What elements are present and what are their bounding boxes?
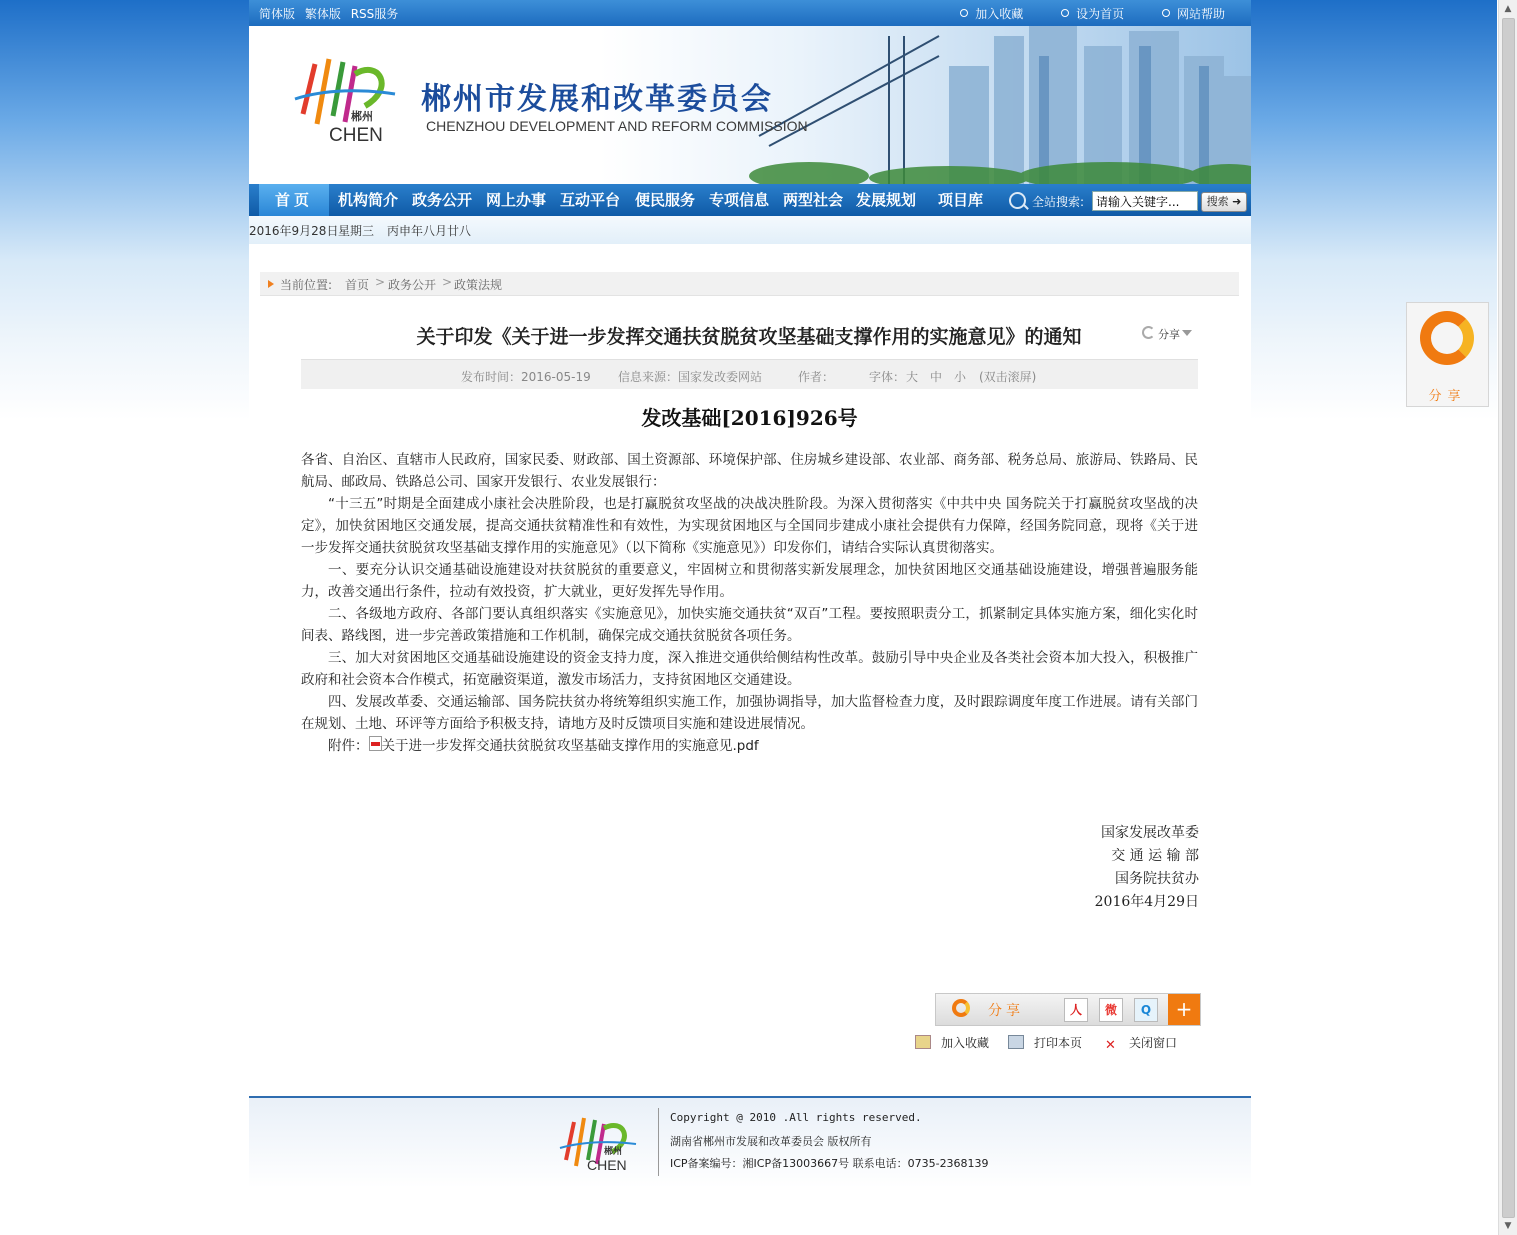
footer-vertical-divider (658, 1108, 659, 1176)
share-dropdown-label: 分享 (1158, 328, 1180, 341)
footer-logo-wordmark: CHEN (587, 1157, 627, 1173)
signature-block (1095, 822, 1199, 914)
attachment-row (301, 735, 1198, 757)
add-favorite-label: 加入收藏 (941, 1036, 990, 1050)
footer (249, 1098, 1251, 1188)
site-subtitle: CHENZHOU DEVELOPMENT AND REFORM COMMISSION (426, 118, 808, 134)
site-title: 郴州市发展和改革委员会 (421, 82, 773, 117)
article-paragraph: 三、加大对贫困地区交通基础设施建设的资金支持力度，深入推进交通供给侧结构性改革。鼓励引导中央企业及各类社会资本加大投入，积极推广政府和社会资本合作模式，拓宽融资渠道，激发市场活力，支持贫困地区交通建设。 (301, 650, 1198, 688)
article-paragraph: 各省、自治区、直辖市人民政府，国家民委、财政部、国土资源部、环境保护部、住房城乡建设部、农业部、商务部、税务总局、旅游局、铁路局、民航局、邮政局、铁路总公司、国家开发银行、农业发展银行： (301, 452, 1198, 490)
document-number: 发改基础[2016]926号 (641, 406, 858, 430)
font-large-button[interactable]: 大 (906, 370, 919, 384)
more-share-button[interactable]: + (1168, 994, 1200, 1025)
attachment-link[interactable]: 关于进一步发挥交通扶贫脱贫攻坚基础支撑作用的实施意见.pdf (381, 738, 759, 754)
chevron-down-icon (1182, 330, 1192, 336)
scroll-thumb[interactable] (1502, 18, 1515, 1218)
pdf-file-icon (369, 736, 382, 751)
printer-icon (1008, 1035, 1024, 1049)
article-paragraph: 一、要充分认识交通基础设施建设对扶贫脱贫的重要意义，牢固树立和贯彻落实新发展理念，加快贫困地区交通基础设施建设，增强普遍服务能力，改善交通出行条件，拉动有效投资，扩大就业，更好发挥先导作用。 (301, 562, 1198, 600)
nav-public-service[interactable]: 便民服务 (635, 191, 696, 209)
nav-interaction[interactable]: 互动平台 (560, 191, 621, 209)
date-bar (249, 216, 1251, 244)
logo-chinese-text: 郴州 (351, 110, 373, 123)
header-banner (249, 26, 1251, 184)
signature-date: 2016年4月29日 (1094, 894, 1199, 910)
article-paragraph: 二、各级地方政府、各部门要认真组织落实《实施意见》，加快实施交通扶贫“双百”工程。要按照职责分工，抓紧制定具体实施方案，细化实化时间表、路线图，进一步完善政策措施和工作机制，确保完成交通扶贫脱贫各项任务。 (301, 606, 1198, 644)
utility-links (926, 5, 1225, 22)
language-links (259, 5, 404, 22)
footer-copyright: Copyright @ 2010 .All rights reserved. (670, 1111, 922, 1124)
lunar-date: 丙申年八月廿八 (387, 224, 472, 238)
floating-share-button[interactable] (1406, 302, 1489, 407)
signatory: 国家发展改革委 (1101, 825, 1199, 841)
font-small-button[interactable]: 小 (954, 370, 967, 384)
traditional-link[interactable]: 繁体版 (304, 7, 341, 21)
share-dropdown[interactable] (1142, 326, 1192, 342)
close-window-button[interactable] (1105, 1034, 1177, 1052)
footer-icp: ICP备案编号：湘ICP备13003667号 联系电话：0735-2368139 (670, 1157, 989, 1170)
close-icon: ✕ (1105, 1038, 1116, 1053)
publish-date: 发布时间：2016-05-19 (461, 370, 591, 384)
share-logo-icon (952, 999, 970, 1017)
attachment-label: 附件： (328, 738, 369, 754)
bullet-icon (1162, 9, 1170, 17)
scroll-down-arrow-icon[interactable]: ▼ (1504, 1221, 1512, 1231)
breadcrumb-home[interactable]: 首页 (345, 278, 370, 292)
nav-planning[interactable]: 发展规划 (856, 191, 917, 209)
breadcrumb-arrow-icon (268, 280, 274, 288)
info-source: 信息来源：国家发改委网站 (618, 370, 763, 384)
nav-gov-affairs[interactable]: 政务公开 (412, 191, 473, 209)
share-bar (935, 993, 1201, 1026)
article-meta (301, 359, 1198, 389)
floating-share-label: 分享 (1428, 389, 1467, 404)
breadcrumb-policy[interactable]: 政策法规 (454, 278, 503, 292)
footer-owner: 湖南省郴州市发展和改革委员会 版权所有 (670, 1135, 872, 1148)
signatory: 交 通 运 输 部 (1111, 848, 1199, 864)
nav-online-services[interactable]: 网上办事 (486, 191, 547, 209)
article-paragraph: 四、发展改革委、交通运输部、国务院扶贫办将统筹组织实施工作，加强协调指导，加大监督检查力度，及时跟踪调度年度工作进展。请有关部门在规划、土地、环评等方面给予积极支持，请地方及时反馈项目实施和建设进展情况。 (301, 694, 1198, 732)
signatory: 国务院扶贫办 (1115, 871, 1199, 887)
article-title: 关于印发《关于进一步发挥交通扶贫脱贫攻坚基础支撑作用的实施意见》的通知 (416, 326, 1082, 348)
add-favorite-button[interactable] (915, 1034, 989, 1051)
nav-two-type-society[interactable]: 两型社会 (783, 191, 844, 209)
main-navigation (249, 184, 1251, 216)
search-icon (1009, 192, 1026, 209)
vertical-scrollbar[interactable] (1498, 0, 1517, 1235)
simplified-link[interactable]: 简体版 (259, 7, 296, 21)
bullet-icon (960, 9, 968, 17)
logo-wordmark: CHEN (329, 125, 383, 146)
nav-projects[interactable]: 项目库 (938, 191, 984, 209)
nav-special-info[interactable]: 专项信息 (709, 191, 770, 209)
print-button[interactable] (1008, 1034, 1082, 1051)
font-size-label: 字体： (869, 370, 906, 384)
search-button[interactable]: 搜索 ➜ (1201, 192, 1247, 212)
current-date: 2016年9月28日 (249, 224, 339, 238)
scroll-up-arrow-icon[interactable]: ▲ (1504, 4, 1512, 14)
auto-scroll-hint: (双击滚屏) (979, 370, 1037, 384)
nav-about[interactable]: 机构简介 (338, 191, 399, 209)
share-icon (1142, 326, 1155, 339)
breadcrumb-label: 当前位置: (280, 278, 333, 292)
current-weekday: 星期三 (338, 224, 375, 238)
set-homepage-link[interactable]: 设为首页 (1061, 7, 1124, 21)
breadcrumb (260, 272, 1239, 296)
breadcrumb-gov-affairs[interactable]: 政务公开 (388, 278, 437, 292)
share-logo-icon (1420, 311, 1474, 365)
article-paragraph: “十三五”时期是全面建成小康社会决胜阶段，也是打赢脱贫攻坚战的决战决胜阶段。为深入贯彻落实《中共中央 国务院关于打赢脱贫攻坚战的决定》，加快贫困地区交通发展，提高交通扶贫精准性和有效性，为实现贫困地区与全国同步建成小康社会提供有力保障，经国务院同意，现将《关于进一步发挥交通扶贫脱贫攻坚基础支撑作用的实施意见》（以下简称《实施意见》）印发你们，请结合实际认真贯彻落实。 (301, 496, 1198, 556)
site-help-link[interactable]: 网站帮助 (1162, 7, 1225, 21)
renren-share-icon[interactable]: 人 (1064, 998, 1088, 1022)
qzone-share-icon[interactable]: Q (1134, 998, 1158, 1022)
print-label: 打印本页 (1034, 1036, 1083, 1050)
close-window-label: 关闭窗口 (1129, 1036, 1178, 1050)
weibo-share-icon[interactable]: 微 (1099, 998, 1123, 1022)
share-bar-label: 分享 (988, 1003, 1024, 1019)
favorite-icon (915, 1035, 931, 1049)
top-utility-bar (249, 0, 1251, 26)
search-button-label: 搜索 (1206, 195, 1229, 208)
breadcrumb-separator: > (442, 275, 453, 289)
add-favorite-link[interactable]: 加入收藏 (960, 7, 1023, 21)
font-medium-button[interactable]: 中 (930, 370, 943, 384)
breadcrumb-separator: > (375, 275, 386, 289)
rss-link[interactable]: RSS服务 (350, 7, 399, 21)
article-body (301, 449, 1198, 757)
page-container (249, 0, 1251, 1235)
nav-home[interactable]: 首页 (259, 184, 329, 216)
bullet-icon (1061, 9, 1069, 17)
author: 作者： (798, 370, 835, 384)
search-label: 全站搜索: (1032, 195, 1085, 209)
footer-logo-chinese: 郴州 (604, 1147, 623, 1157)
search-input[interactable] (1092, 191, 1198, 211)
